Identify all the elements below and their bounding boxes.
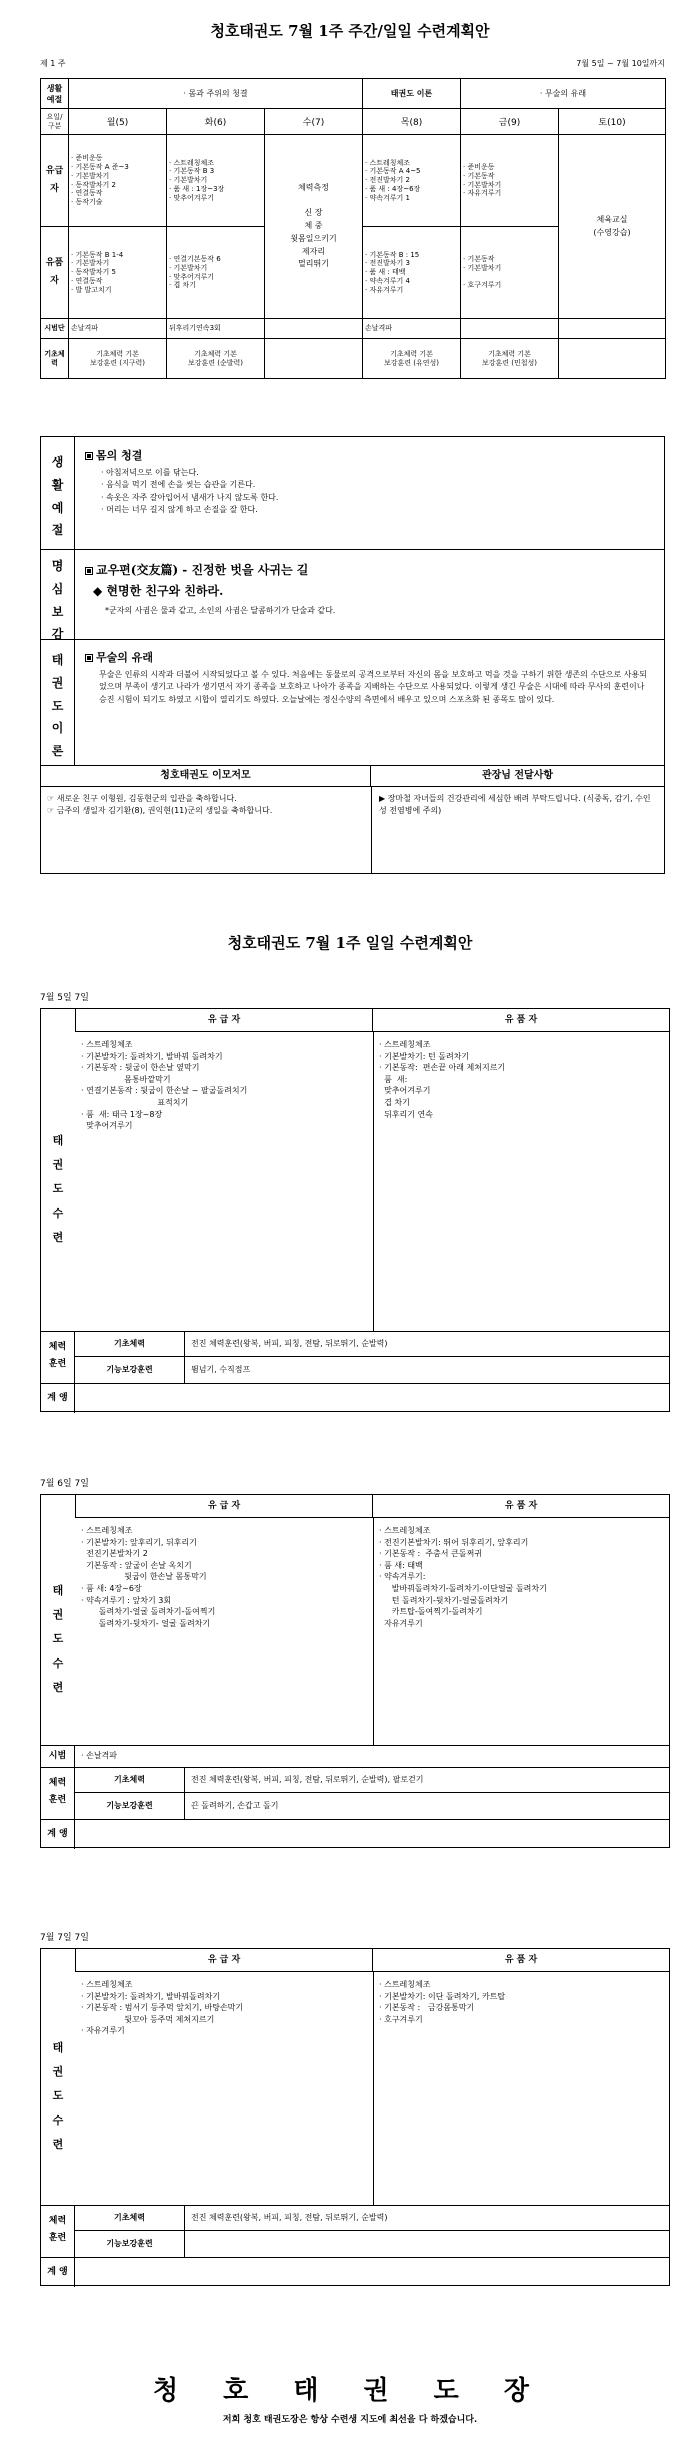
skill-training-label: 기능보강훈련: [75, 1793, 185, 1819]
daily-block: [40, 1494, 670, 1848]
basic-fitness-plan: 전진 체력훈련(왕복, 버피, 피칭, 전탐, 뒤로뛰기, 순발력), 팔로걷기: [185, 1767, 669, 1793]
kids-mon: · 준비운동 · 기본동작 A 준~3 · 기본발차기 · 동작발차기 2 · 연결동작 · 동작기술: [69, 135, 167, 227]
basic-tue: 기초체력 기본 보강훈련 (순발력): [167, 339, 265, 379]
skill-training-plan: 끈 돌려하기, 손갑고 돌기: [191, 1801, 279, 1810]
basic-fitness-plan: 전진 체력훈련(왕복, 버피, 피칭, 전탐, 뒤로뛰기, 순발력): [185, 2205, 669, 2231]
basic-fri: 기초체력 기본 보강훈련 (민첩성): [461, 339, 559, 379]
proverb-section-label: 명심보감: [41, 549, 75, 639]
proverb-section-body: 교우편(交友篇) - 진정한 벗을 사귀는 길 ◆ 현명한 친구와 친하라. *군자의 사귐은 물과 같고, 소인의 사귐은 달콤하기가 단술과 같다.: [85, 561, 656, 616]
kids-plan-list: · 스트레칭체조 · 기본발차기: 돌려차기, 발바꿔 돌려차기 · 기본동작 : 뒷굽이 한손날 옆막기 몸통바깥막기 · 연결기본동작 : 뒷굽이 한손날 ~ 팔굽돌려치기 표적치기 · 품 새: 태극 1장~8장 맞추어겨루기: [81, 1040, 248, 1131]
daily-block: [40, 1008, 670, 1412]
diamond-icon: ◆: [93, 584, 107, 598]
day-thu: 목(8): [363, 109, 461, 135]
adv-plan-list: · 스트레칭체조 · 기본발차기: 턴 돌려차기 · 기본동작: 편손끝 아래 제쳐지르기 품 새: 맞추어겨루기 겹 차기 뒤후리기 연속: [379, 1040, 506, 1119]
basic-fitness-plan: 전진 체력훈련(왕복, 버피, 피칭, 전탐, 뒤로뛰기, 순발력): [185, 1331, 669, 1357]
tkd-training-label: 태권도수련: [52, 1134, 64, 1244]
basic-fitness-label: 기초체력: [75, 1331, 185, 1357]
kids-row-label: 유급자: [41, 135, 69, 227]
checkbox-icon: [85, 654, 93, 662]
adv-thu: · 기본동작 B : 15 · 전진발차기 3 · 품 새 : 태백 · 약속겨루기 4 · 자유겨루기: [363, 227, 461, 319]
kids-header: 유 급 자: [75, 1949, 373, 1971]
sat-activity: 체육교실 (수영강습): [559, 135, 666, 319]
theory-section-body: 무술의 유래 무술은 인류의 시작과 더불어 시작되었다고 볼 수 있다. 처음에는 동물로의 공격으로부터 자신의 몸을 보호하고 먹을 것을 구하기 위한 생존의 수단으로 사용되었으며 부족이 생기고 나라가 생기면서 자기 종족을 보호하고 나아가 종족을 지배하는 수단으로 사용되었다. 이렇게 생긴 무술은 시대에 따라 무사의 훈련이나 승진 시험이 되기도 하였고 시합이 열리기도 하였다. 오늘날에는 정신수양의 측면에서 배우고 있으며 스포츠화 된 종목도 많이 있다.: [85, 649, 654, 706]
evaluation-label: 계 앵: [41, 1819, 75, 1849]
life-section-label: 생활예절: [41, 437, 75, 549]
skill-training-plan: [185, 2231, 669, 2257]
skill-training-label: 기능보강훈련: [75, 1357, 185, 1383]
parent-notice-title: 관장님 전달사항: [371, 765, 664, 787]
day-sat: 토(10): [559, 109, 666, 135]
dan-label: 시범: [41, 1745, 75, 1767]
adv-row-label: 유품자: [41, 227, 69, 319]
theory-section-label: 태권도이론: [41, 639, 75, 765]
tkd-training-label: 태권도수련: [52, 1584, 64, 1694]
adv-header: 유 품 자: [504, 1955, 538, 1965]
life-label: 생활 예절: [41, 79, 69, 109]
dan-mon: 손날격파: [69, 319, 167, 339]
day-date: 7월 6일 7일: [40, 1479, 89, 1489]
weekly-schedule-table: [40, 78, 666, 379]
dan-plan: · 손날격파: [81, 1751, 117, 1760]
basic-row-label: 기초체력: [41, 339, 69, 379]
kids-plan-list: · 스트레칭체조 · 기본발차기: 앞후리기, 뒤후리기 전진기본발차기 2 기본동작 : 앞굽이 손날 옥치기 뒷굽이 한손날 몸통막기 · 품 새: 4장~6장 · 약속겨루기 : 앞차기 3회 돌려차기-얼굴 돌려차기-돌여찍기 돌려차기-뒷차기- 얼굴 돌려차기: [81, 1526, 216, 1628]
checkbox-icon: [85, 452, 93, 460]
evaluation-label: 계 앵: [41, 1383, 75, 1413]
kids-tue: · 스트레칭체조 · 기본동작 B 3 · 기본발차기 · 품 새 : 1장~3장 · 맞추어겨루기: [167, 135, 265, 227]
wed-fitness-test: 체력측정 신 장 체 중 윗몸일으키기 제자리 멀리뛰기: [265, 135, 363, 319]
dan-thu: 손날격파: [363, 319, 461, 339]
adv-header: 유 품 자: [504, 1015, 538, 1025]
weekly-notes-box: [40, 436, 665, 874]
footer-subtitle: 저희 청호 태권도장은 항상 수련생 지도에 최선을 다 하겠습니다.: [222, 2415, 478, 2425]
adv-header: 유 품 자: [504, 1501, 538, 1511]
tkd-label: 태권도 이론: [363, 79, 461, 109]
life-section-body: 몸의 청결 · 아침저녁으로 이를 닦는다. · 음식을 먹기 전에 손을 씻는 습관을 기른다. · 속옷은 자주 갈아입어서 냄새가 나지 않도록 한다. · 머리는 너무 길지 않게 하고 손질을 잘 한다.: [85, 447, 656, 517]
basic-thu: 기초체력 기본 보강훈련 (유연성): [363, 339, 461, 379]
evaluation-label: 계 앵: [41, 2257, 75, 2287]
adv-plan-list: · 스트레칭체조 · 전진기본발차기: 뛰어 뒤후리기, 앞후리기 · 기본동작 : 주춤서 큰돌쩌귀 · 품 새: 태백 · 약속겨루기: 발바꿔돌려차기-돌려차기-이단얼굴 돌려차기 턴 돌려차기-뒷차기-얼굴돌려차기 카트탑-돌여찍기-돌려차기 자유겨루기: [379, 1526, 547, 1628]
dan-row-label: 시범단: [41, 319, 69, 339]
tkd-training-label: 태권도수련: [52, 2041, 64, 2151]
skill-training-plan: 뜀넘기, 수직점프: [191, 1365, 251, 1374]
kids-fri: · 준비운동 · 기본동작 · 기본발차기 · 자유겨루기: [461, 135, 559, 227]
day-wed: 수(7): [265, 109, 363, 135]
kids-header: 유 급 자: [75, 1009, 373, 1031]
date-range: 7월 5일 ~ 7월 10일까지: [576, 59, 665, 68]
day-fri: 금(9): [461, 109, 559, 135]
adv-mon: · 기본동작 B 1-4 · 기본발차기 · 동작발차기 5 · 연결동작 · 발 발고치기: [69, 227, 167, 319]
day-header-label: 요일/ 구분: [41, 109, 69, 135]
footer-title: 청 호 태 권 도 장: [153, 2376, 547, 2406]
day-date: 7월 7일 7일: [40, 1933, 89, 1943]
parent-notice-list: ▶ 장마철 자녀들의 건강관리에 세심한 배려 부탁드립니다. (식중독, 감기, 수인성 전염병에 주의): [379, 794, 651, 815]
tkd-theme: · 무술의 유래: [461, 79, 666, 109]
daily-block: [40, 1948, 670, 2286]
fitness-label: 체력훈련: [41, 2205, 75, 2257]
adv-fri: · 기본동작 · 기본발차기 · 호구겨루기: [461, 227, 559, 319]
week-label: 제 1 주: [40, 59, 66, 68]
dan-tue: 뒤후리기연속3회: [167, 319, 265, 339]
fitness-label: 체력훈련: [41, 1331, 75, 1383]
kids-header: 유 급 자: [75, 1495, 373, 1517]
basic-mon: 기초체력 기본 보강훈련 (지구력): [69, 339, 167, 379]
day-mon: 월(5): [69, 109, 167, 135]
adv-tue: · 연결기본동작 6 · 기본발차기 · 맞추어겨루기 · 겹 차기: [167, 227, 265, 319]
checkbox-icon: [85, 567, 93, 575]
kids-thu: · 스트레칭체조 · 기본동작 A 4~5 · 전진발차기 2 · 품 새 : 4장~6장 · 약속겨루기 1: [363, 135, 461, 227]
life-theme: · 몸과 주위의 청결: [69, 79, 363, 109]
basic-fitness-label: 기초체력: [75, 1767, 185, 1793]
day-date: 7월 5일 7일: [40, 993, 89, 1003]
fitness-label: 체력훈련: [41, 1767, 75, 1819]
daily-plan-title: 청호태권도 7월 1주 일일 수련계획안: [227, 934, 473, 952]
skill-training-label: 기능보강훈련: [75, 2231, 185, 2257]
kids-plan-list: · 스트레칭체조 · 기본발차기: 돌려차기, 발바꿔돌려차기 · 기본동작 : 범서기 등주먹 앞치기, 바탕손막기 뒷꼬아 등주먹 제쳐지르기 · 자유겨루기: [81, 1980, 244, 2036]
news-list: ☞ 새로운 친구 이형원, 김동현군의 입관을 축하합니다. ☞ 금주의 생일자 김기환(8), 권익현(11)군의 생일을 축하합니다.: [47, 794, 273, 815]
day-tue: 화(6): [167, 109, 265, 135]
weekly-plan-title: 청호태권도 7월 1주 주간/일일 수련계획안: [210, 22, 490, 40]
adv-plan-list: · 스트레칭체조 · 기본발차기: 이단 돌려차기, 카트탑 · 기본동작 : 금강몸통막기 · 호구겨루기: [379, 1980, 506, 2024]
basic-fitness-label: 기초체력: [75, 2205, 185, 2231]
news-title: 청호태권도 이모저모: [41, 765, 371, 787]
